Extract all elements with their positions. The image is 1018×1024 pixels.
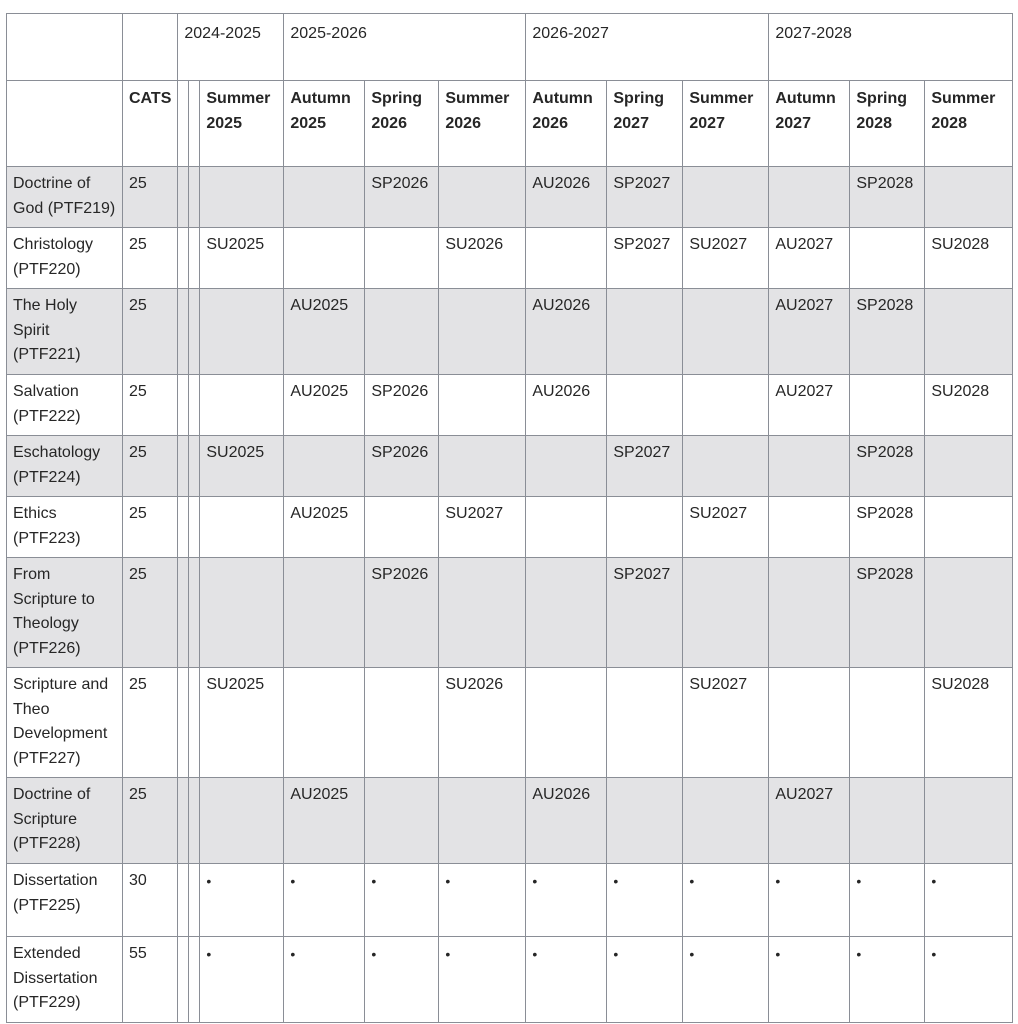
- gap-cell: [189, 228, 200, 289]
- table-row: [7, 778, 1013, 864]
- term-header-row: [7, 81, 1013, 167]
- term-cell: [526, 558, 607, 668]
- term-header: Summer 2028: [925, 81, 1013, 167]
- term-cell: [683, 436, 769, 497]
- gap-cell: [178, 558, 189, 668]
- term-cell: •: [200, 937, 284, 1023]
- gap-cell: [178, 228, 189, 289]
- term-cell: SU2028: [925, 228, 1013, 289]
- gap-cell: [178, 937, 189, 1023]
- term-cell: [925, 436, 1013, 497]
- term-cell: •: [439, 864, 526, 937]
- year-header: 2025-2026: [284, 14, 526, 81]
- term-cell: •: [284, 864, 365, 937]
- term-cell: SP2027: [607, 436, 683, 497]
- cats-cell: 25: [123, 436, 178, 497]
- module-name-cell: Ethics (PTF223): [7, 497, 123, 558]
- term-cell: •: [769, 864, 850, 937]
- term-cell: [526, 228, 607, 289]
- term-cell: [284, 668, 365, 778]
- table-row: [7, 668, 1013, 778]
- cats-cell: 30: [123, 864, 178, 937]
- term-cell: [850, 778, 925, 864]
- term-cell: SP2026: [365, 375, 439, 436]
- term-cell: •: [526, 937, 607, 1023]
- term-cell: AU2025: [284, 375, 365, 436]
- term-cell: •: [365, 937, 439, 1023]
- term-cell: •: [769, 937, 850, 1023]
- term-cell: [683, 778, 769, 864]
- term-cell: •: [683, 864, 769, 937]
- gap-cell: [189, 668, 200, 778]
- gap-cell: [189, 81, 200, 167]
- term-cell: •: [439, 937, 526, 1023]
- term-cell: AU2027: [769, 289, 850, 375]
- term-cell: SP2027: [607, 228, 683, 289]
- term-cell: AU2025: [284, 289, 365, 375]
- module-name-cell: Doctrine of God (PTF219): [7, 167, 123, 228]
- term-cell: [200, 497, 284, 558]
- term-cell: [683, 289, 769, 375]
- term-cell: [683, 558, 769, 668]
- term-header: Spring 2027: [607, 81, 683, 167]
- term-cell: [439, 289, 526, 375]
- cats-cell: 25: [123, 497, 178, 558]
- term-cell: [850, 228, 925, 289]
- term-cell: [526, 668, 607, 778]
- term-cell: [284, 167, 365, 228]
- term-cell: •: [683, 937, 769, 1023]
- term-cell: AU2025: [284, 497, 365, 558]
- gap-cell: [189, 167, 200, 228]
- table-body: [7, 14, 1013, 1023]
- term-cell: AU2026: [526, 167, 607, 228]
- cats-cell: 25: [123, 289, 178, 375]
- term-cell: AU2027: [769, 375, 850, 436]
- gap-cell: [178, 497, 189, 558]
- gap-cell: [189, 436, 200, 497]
- term-cell: SU2027: [439, 497, 526, 558]
- term-cell: [365, 289, 439, 375]
- term-cell: [526, 436, 607, 497]
- module-name-cell: Salvation (PTF222): [7, 375, 123, 436]
- term-cell: SU2028: [925, 375, 1013, 436]
- year-header: 2024-2025: [178, 14, 284, 81]
- module-name-cell: Extended Dissertation (PTF229): [7, 937, 123, 1023]
- year-header: 2026-2027: [526, 14, 769, 81]
- term-cell: •: [365, 864, 439, 937]
- term-header: Summer 2026: [439, 81, 526, 167]
- term-cell: SP2028: [850, 167, 925, 228]
- term-cell: [769, 668, 850, 778]
- cats-header: CATS: [123, 81, 178, 167]
- term-cell: [925, 497, 1013, 558]
- term-cell: [925, 167, 1013, 228]
- term-cell: [365, 668, 439, 778]
- cats-cell: 25: [123, 558, 178, 668]
- term-cell: [850, 375, 925, 436]
- gap-cell: [178, 864, 189, 937]
- term-cell: •: [200, 864, 284, 937]
- gap-cell: [189, 375, 200, 436]
- cats-cell: 25: [123, 778, 178, 864]
- term-cell: [365, 228, 439, 289]
- term-cell: [439, 375, 526, 436]
- term-cell: •: [925, 937, 1013, 1023]
- gap-cell: [189, 558, 200, 668]
- gap-cell: [189, 937, 200, 1023]
- term-cell: •: [284, 937, 365, 1023]
- term-cell: [769, 558, 850, 668]
- term-header: Summer 2025: [200, 81, 284, 167]
- term-cell: [526, 497, 607, 558]
- term-header: Spring 2026: [365, 81, 439, 167]
- cats-cell: 25: [123, 228, 178, 289]
- gap-cell: [178, 167, 189, 228]
- gap-cell: [189, 778, 200, 864]
- term-cell: [200, 558, 284, 668]
- term-header: Autumn 2027: [769, 81, 850, 167]
- term-cell: SP2028: [850, 436, 925, 497]
- term-cell: SP2028: [850, 289, 925, 375]
- cats-cell: 25: [123, 668, 178, 778]
- table-row: [7, 289, 1013, 375]
- term-cell: AU2026: [526, 289, 607, 375]
- term-cell: [365, 497, 439, 558]
- table-row: [7, 497, 1013, 558]
- module-name-cell: Eschatology (PTF224): [7, 436, 123, 497]
- gap-cell: [178, 778, 189, 864]
- cats-cell: 55: [123, 937, 178, 1023]
- gap-cell: [189, 289, 200, 375]
- table-row: [7, 864, 1013, 937]
- module-name-cell: From Scripture to Theology (PTF226): [7, 558, 123, 668]
- term-cell: SU2025: [200, 436, 284, 497]
- term-cell: AU2025: [284, 778, 365, 864]
- term-cell: [200, 375, 284, 436]
- table-row: [7, 436, 1013, 497]
- term-cell: •: [607, 864, 683, 937]
- term-header: Spring 2028: [850, 81, 925, 167]
- table-row: [7, 937, 1013, 1023]
- term-cell: [439, 778, 526, 864]
- gap-cell: [178, 289, 189, 375]
- term-cell: SU2025: [200, 668, 284, 778]
- term-cell: [607, 289, 683, 375]
- term-cell: SU2026: [439, 668, 526, 778]
- module-name-cell: Dissertation (PTF225): [7, 864, 123, 937]
- table-row: [7, 167, 1013, 228]
- term-cell: [439, 558, 526, 668]
- term-cell: [607, 778, 683, 864]
- term-cell: SP2028: [850, 558, 925, 668]
- module-schedule-table: [6, 13, 1013, 1023]
- term-cell: [200, 289, 284, 375]
- term-cell: [769, 436, 850, 497]
- module-name-cell: Christology (PTF220): [7, 228, 123, 289]
- term-cell: SP2026: [365, 167, 439, 228]
- term-cell: SP2028: [850, 497, 925, 558]
- term-cell: SP2027: [607, 558, 683, 668]
- gap-cell: [178, 375, 189, 436]
- term-cell: AU2026: [526, 778, 607, 864]
- term-cell: [284, 558, 365, 668]
- gap-cell: [178, 436, 189, 497]
- module-name-cell: Doctrine of Scripture (PTF228): [7, 778, 123, 864]
- term-cell: [284, 228, 365, 289]
- term-cell: SU2027: [683, 668, 769, 778]
- cats-spacer-cell: [123, 14, 178, 81]
- term-cell: SP2027: [607, 167, 683, 228]
- term-header: Summer 2027: [683, 81, 769, 167]
- gap-cell: [178, 81, 189, 167]
- term-cell: AU2027: [769, 778, 850, 864]
- term-cell: SU2026: [439, 228, 526, 289]
- gap-cell: [189, 497, 200, 558]
- term-cell: [607, 668, 683, 778]
- term-cell: [769, 497, 850, 558]
- term-cell: AU2027: [769, 228, 850, 289]
- term-cell: •: [526, 864, 607, 937]
- table-row: [7, 558, 1013, 668]
- gap-cell: [189, 864, 200, 937]
- term-cell: SU2027: [683, 228, 769, 289]
- term-cell: [365, 778, 439, 864]
- term-cell: [200, 167, 284, 228]
- term-header: Autumn 2025: [284, 81, 365, 167]
- gap-cell: [178, 668, 189, 778]
- term-cell: [769, 167, 850, 228]
- year-header-row: [7, 14, 1013, 81]
- module-name-cell: Scripture and Theo Development (PTF227): [7, 668, 123, 778]
- cats-cell: 25: [123, 167, 178, 228]
- term-cell: SU2027: [683, 497, 769, 558]
- term-cell: [683, 167, 769, 228]
- term-cell: [683, 375, 769, 436]
- term-cell: [439, 167, 526, 228]
- corner-cell: [7, 14, 123, 81]
- term-cell: •: [850, 937, 925, 1023]
- table-row: [7, 375, 1013, 436]
- term-cell: SP2026: [365, 558, 439, 668]
- term-cell: •: [850, 864, 925, 937]
- term-cell: •: [925, 864, 1013, 937]
- term-cell: SU2028: [925, 668, 1013, 778]
- term-cell: [850, 668, 925, 778]
- term-cell: SP2026: [365, 436, 439, 497]
- term-cell: AU2026: [526, 375, 607, 436]
- corner-cell: [7, 81, 123, 167]
- year-header: 2027-2028: [769, 14, 1013, 81]
- term-cell: [439, 436, 526, 497]
- term-cell: [607, 375, 683, 436]
- cats-cell: 25: [123, 375, 178, 436]
- term-cell: [200, 778, 284, 864]
- term-header: Autumn 2026: [526, 81, 607, 167]
- term-cell: [925, 778, 1013, 864]
- term-cell: [925, 558, 1013, 668]
- term-cell: •: [607, 937, 683, 1023]
- term-cell: SU2025: [200, 228, 284, 289]
- term-cell: [284, 436, 365, 497]
- table-row: [7, 228, 1013, 289]
- term-cell: [925, 289, 1013, 375]
- module-name-cell: The Holy Spirit (PTF221): [7, 289, 123, 375]
- term-cell: [607, 497, 683, 558]
